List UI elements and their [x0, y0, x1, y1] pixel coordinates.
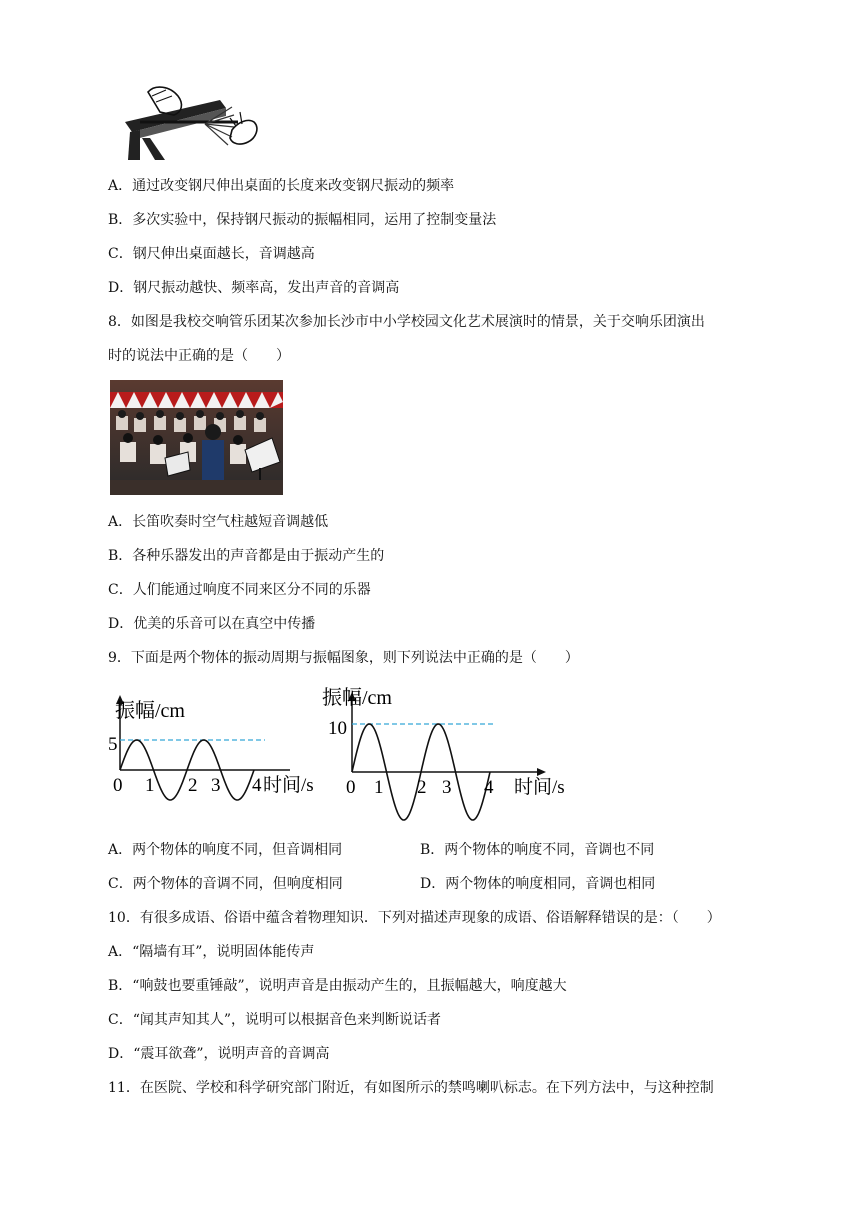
q7-option-d: D．钢尺振动越快、频率高，发出声音的音调高	[108, 280, 400, 296]
q10-option-b: B．“响鼓也要重锤敲”，说明声音是由振动产生的，且振幅越大，响度越大	[108, 978, 567, 994]
vibration-graph-right	[318, 682, 578, 822]
orchestra-photo-drawing	[110, 380, 283, 495]
amplitude-tick-label: 10	[328, 718, 347, 739]
y-axis-label: 振幅/cm	[115, 700, 185, 722]
q9-option-a: A．两个物体的响度不同，但音调相同	[108, 842, 343, 858]
x-tick-2: 2	[188, 775, 198, 796]
q9-option-d: D．两个物体的响度相同，音调也相同	[420, 876, 656, 892]
q10-stem: 10．有很多成语、俗语中蕴含着物理知识．下列对描述声现象的成语、俗语解释错误的是：（ ）	[108, 910, 721, 926]
q10-option-c: C．“闻其声知其人”，说明可以根据音色来判断说话者	[108, 1012, 442, 1028]
x-tick-3: 3	[442, 777, 452, 798]
q8-option-a: A．长笛吹奏时空气柱越短音调越低	[108, 514, 329, 530]
x-tick-1: 1	[374, 777, 384, 798]
x-tick-1: 1	[145, 775, 155, 796]
vibration-graph-left	[105, 690, 314, 820]
q9-option-b: B．两个物体的响度不同，音调也不同	[420, 842, 655, 858]
q8-option-c: C．人们能通过响度不同来区分不同的乐器	[108, 582, 371, 598]
q8-stem-line1: 8．如图是我校交响管乐团某次参加长沙市中小学校园文化艺术展演时的情景，关于交响乐团演出	[108, 314, 705, 330]
vibration-graph-left-svg	[105, 690, 314, 820]
orchestra-photo	[110, 380, 283, 495]
x-tick-0: 0	[346, 777, 356, 798]
ruler-experiment-figure	[120, 82, 265, 162]
x-tick-0: 0	[113, 775, 123, 796]
x-axis-label: 时间/s	[514, 777, 565, 798]
x-tick-3: 3	[211, 775, 221, 796]
x-axis-label: 时间/s	[263, 775, 314, 796]
x-tick-2: 2	[417, 777, 427, 798]
x-axis-arrow	[537, 768, 546, 776]
x-tick-4: 4	[484, 777, 494, 798]
q10-option-d: D．“震耳欲聋”，说明声音的音调高	[108, 1046, 330, 1062]
q8-stem-line2: 时的说法中正确的是（ ）	[108, 348, 290, 364]
amplitude-tick-label: 5	[108, 734, 118, 755]
x-tick-4: 4	[252, 775, 262, 796]
q9-stem: 9．下面是两个物体的振动周期与振幅图象，则下列说法中正确的是（ ）	[108, 650, 579, 666]
y-axis-label: 振幅/cm	[322, 687, 392, 709]
q11-stem: 11．在医院、学校和科学研究部门附近，有如图所示的禁鸣喇叭标志。在下列方法中，与这种控制	[108, 1080, 714, 1096]
ruler-experiment-drawing	[120, 82, 265, 162]
q7-option-b: B．多次实验中，保持钢尺振动的振幅相同，运用了控制变量法	[108, 212, 497, 228]
q10-option-a: A．“隔墙有耳”，说明固体能传声	[108, 944, 315, 960]
q8-option-b: B．各种乐器发出的声音都是由于振动产生的	[108, 548, 385, 564]
q8-option-d: D．优美的乐音可以在真空中传播	[108, 616, 316, 632]
q7-option-a: A．通过改变钢尺伸出桌面的长度来改变钢尺振动的频率	[108, 178, 455, 194]
q7-option-c: C．钢尺伸出桌面越长，音调越高	[108, 246, 315, 262]
vibration-graph-right-svg	[318, 682, 578, 822]
q9-option-c: C．两个物体的音调不同，但响度相同	[108, 876, 343, 892]
